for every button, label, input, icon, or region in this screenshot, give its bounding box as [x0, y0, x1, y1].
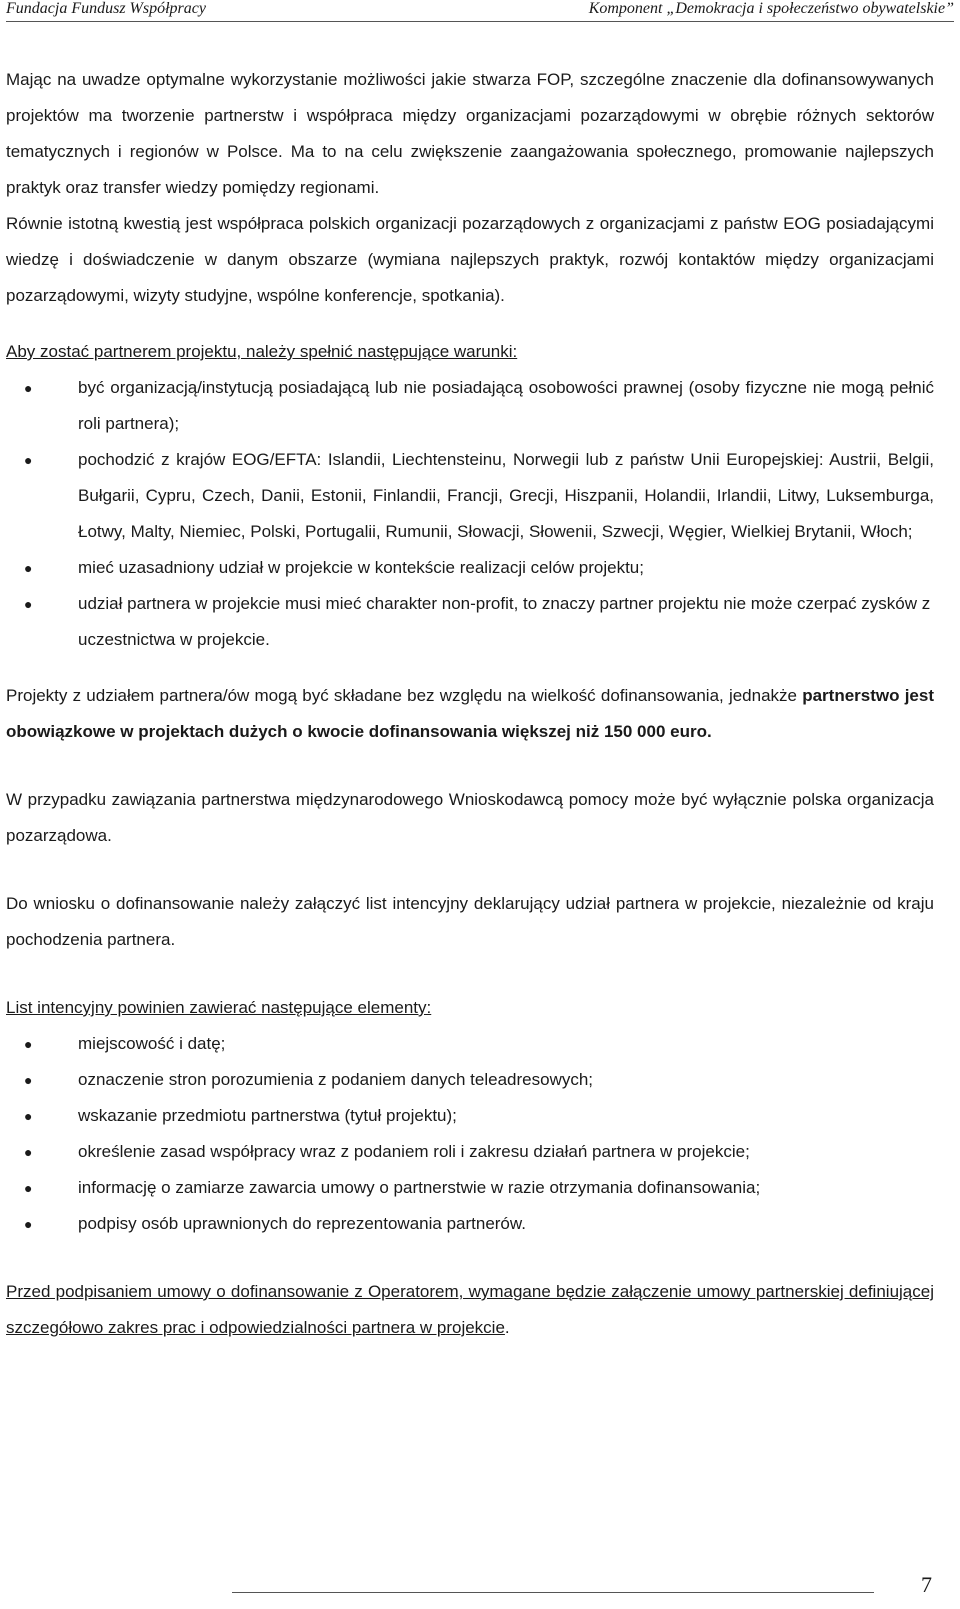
- list-item: ● określenie zasad współpracy wraz z podaniem roli i zakresu działań partnera w projekcie;: [6, 1134, 934, 1170]
- paragraph-letter-of-intent: Do wniosku o dofinansowanie należy załączyć list intencyjny deklarujący udział partnera w projekcie, niezależnie od kraju pochodzenia partnera.: [6, 894, 934, 949]
- paragraph-partnership-agreement: Przed podpisaniem umowy o dofinansowanie z Operatorem, wymagane będzie załączenie umowy partnerskiej definiującej szczegółowo zakres prac i odpowiedzialności partnera w projekcie.: [6, 1282, 934, 1337]
- header-component: Komponent „Demokracja i społeczeństwo obywatelskie”: [588, 0, 954, 17]
- footer-rule: [232, 1592, 874, 1593]
- page-number: 7: [921, 1572, 932, 1597]
- list-item: ● informację o zamiarze zawarcia umowy o partnerstwie w razie otrzymania dofinansowania;: [6, 1170, 934, 1206]
- list-item: ● wskazanie przedmiotu partnerstwa (tytuł projektu);: [6, 1098, 934, 1134]
- letter-elements-list: [6, 1026, 934, 1242]
- bullet-icon: ●: [24, 1216, 33, 1232]
- bullet-icon: ●: [24, 1108, 33, 1124]
- header-organization: Fundacja Fundusz Współpracy: [6, 0, 206, 17]
- bullet-icon: ●: [24, 1072, 33, 1088]
- list-item: ● być organizacją/instytucją posiadającą lub nie posiadającą osobowości prawnej (osoby fizyczne nie mogą pełnić roli partnera);: [6, 370, 934, 442]
- bullet-icon: ●: [24, 380, 33, 396]
- list-item: ● podpisy osób uprawnionych do reprezentowania partnerów.: [6, 1206, 934, 1242]
- bullet-icon: ●: [24, 1036, 33, 1052]
- bullet-icon: ●: [24, 1144, 33, 1160]
- bullet-icon: ●: [24, 596, 33, 612]
- bullet-icon: ●: [24, 560, 33, 576]
- list-item: ● miejscowość i datę;: [6, 1026, 934, 1062]
- bullet-icon: ●: [24, 1180, 33, 1196]
- conditions-heading: Aby zostać partnerem projektu, należy spełnić następujące warunki:: [6, 342, 518, 361]
- conditions-list: [6, 370, 934, 658]
- letter-heading: List intencyjny powinien zawierać następujące elementy:: [6, 998, 432, 1017]
- paragraph-partnerships: Mając na uwadze optymalne wykorzystanie możliwości jakie stwarza FOP, szczególne znaczenie dla dofinansowywanych projektów ma tworzenie partnerstw i współpraca między organizacjami pozarządowymi w obrębie różnych sektorów tematycznych i regionów w Polsce. Ma to na celu zwiększenie zaangażowania społecznego, promowanie najlepszych praktyk oraz transfer wiedzy pomiędzy regionami.: [6, 70, 934, 197]
- paragraph-international-partnership: W przypadku zawiązania partnerstwa międzynarodowego Wnioskodawcą pomocy może być wyłącznie polska organizacja pozarządowa.: [6, 790, 934, 845]
- page-header: [6, 0, 954, 22]
- document-body: [6, 62, 934, 1346]
- list-item: ● oznaczenie stron porozumienia z podaniem danych teleadresowych;: [6, 1062, 934, 1098]
- paragraph-eog-cooperation: Równie istotną kwestią jest współpraca polskich organizacji pozarządowych z organizacjami z państw EOG posiadającymi wiedzę i doświadczenie w danym obszarze (wymiana najlepszych praktyk, rozwój kontaktów między organizacjami pozarządowymi, wizyty studyjne, wspólne konferencje, spotkania).: [6, 214, 934, 305]
- list-item: ● pochodzić z krajów EOG/EFTA: Islandii, Liechtensteinu, Norwegii lub z państw Unii Europejskiej: Austrii, Belgii, Bułgarii, Cypru, Czech, Danii, Estonii, Finlandii, Francji, Grecji, Hiszpanii, Holandii, Irlandii, Litwy, Luksemburga, Łotwy, Malty, Niemiec, Polski, Portugalii, Rumunii, Słowacji, Słowenii, Szwecji, Węgier, Wielkiej Brytanii, Włoch;: [6, 442, 934, 550]
- paragraph-partnership-requirement: Projekty z udziałem partnera/ów mogą być składane bez względu na wielkość dofinansowania, jednakże partnerstwo jest obowiązkowe w projektach dużych o kwocie dofinansowania większej niż 150 000 euro.: [6, 686, 935, 741]
- list-item: ● udział partnera w projekcie musi mieć charakter non-profit, to znaczy partner projektu nie może czerpać zysków z uczestnictwa w projekcie.: [6, 586, 934, 658]
- list-item: ● mieć uzasadniony udział w projekcie w kontekście realizacji celów projektu;: [6, 550, 934, 586]
- bullet-icon: ●: [24, 452, 33, 468]
